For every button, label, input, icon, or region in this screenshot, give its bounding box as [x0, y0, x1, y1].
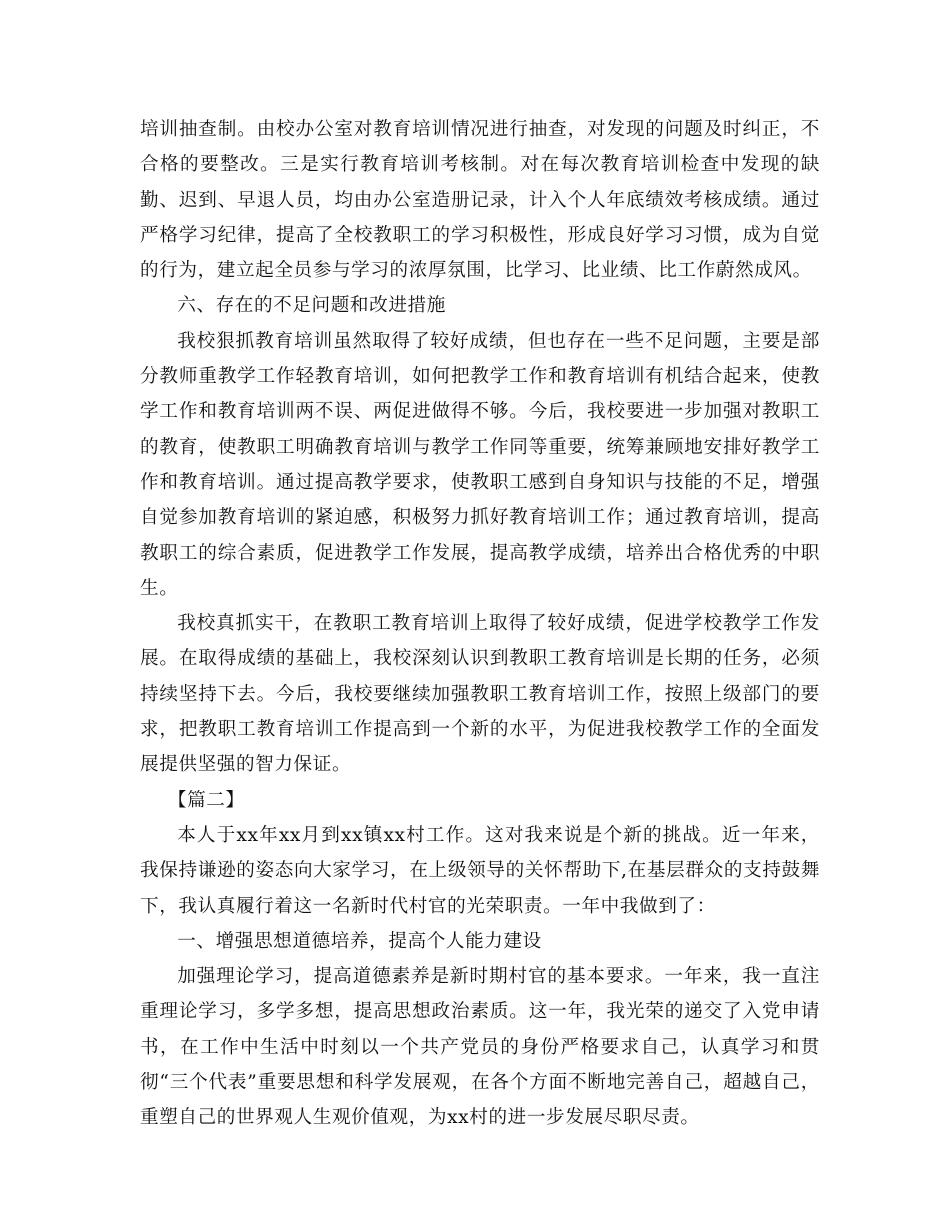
paragraph-training-inspection: 培训抽查制。由校办公室对教育培训情况进行抽查，对发现的问题及时纠正，不合格的要整改。三是实行教育培训考核制。对在每次教育培训检查中发现的缺勤、迟到、早退人员，均由办公室造册记录，计入个人年底绩效考核成绩。通过严格学习纪律，提高了全校教职工的学习积极性，形成良好学习习惯，成为自觉的行为，建立起全员参与学习的浓厚氛围，比学习、比业绩、比工作蔚然成风。: [140, 119, 820, 282]
paragraph-theory-study: 加强理论学习，提高道德素养是新时期村官的基本要求。一年来，我一直注重理论学习，多学多想，提高思想政治素质。这一年，我光荣的递交了入党申请书，在工作中生活中时刻以一个共产党员的身份严格要求自己，认真学习和贯彻“三个代表”重要思想和科学发展观，在各个方面不断地完善自己，超越自己，重塑自己的世界观人生观价值观，为xx村的进一步发展尽职尽责。: [140, 966, 820, 1129]
paragraph-intro-village-official: 本人于xx年xx月到xx镇xx村工作。这对我来说是个新的挑战。近一年来，我保持谦逊的姿态向大家学习，在上级领导的关怀帮助下,在基层群众的支持鼓舞下，我认真履行着这一名新时代村官的光荣职责。一年中我做到了：: [140, 824, 820, 917]
section-heading-shortcomings: 六、存在的不足问题和改进措施: [177, 295, 446, 317]
paragraph-shortcomings: 我校狠抓教育培训虽然取得了较好成绩，但也存在一些不足问题，主要是部分教师重教学工作轻教育培训，如何把教学工作和教育培训有机结合起来，使教学工作和教育培训两不误、两促进做得不够。今后，我校要进一步加强对教职工的教育，使教职工明确教育培训与教学工作同等重要，统筹兼顾地安排好教学工作和教育培训。通过提高教学要求，使教职工感到自身知识与技能的不足，增强自觉参加教育培训的紧迫感，积极努力抓好教育培训工作；通过教育培训，提高教职工的综合素质，促进教学工作发展，提高教学成绩，培养出合格优秀的中职生。: [140, 330, 820, 599]
document-body: [140, 112, 820, 1136]
part-two-label: 【篇二】: [167, 789, 245, 811]
paragraph-conclusion: 我校真抓实干，在教职工教育培训上取得了较好成绩，促进学校教学工作发展。在取得成绩的基础上，我校深刻认识到教职工教育培训是长期的任务，必须持续坚持下去。今后，我校要继续加强教职工教育培训工作，按照上级部门的要求，把教职工教育培训工作提高到一个新的水平，为促进我校教学工作的全面发展提供坚强的智力保证。: [140, 613, 820, 776]
section-heading-moral-cultivation: 一、增强思想道德培养，提高个人能力建设: [177, 930, 542, 952]
